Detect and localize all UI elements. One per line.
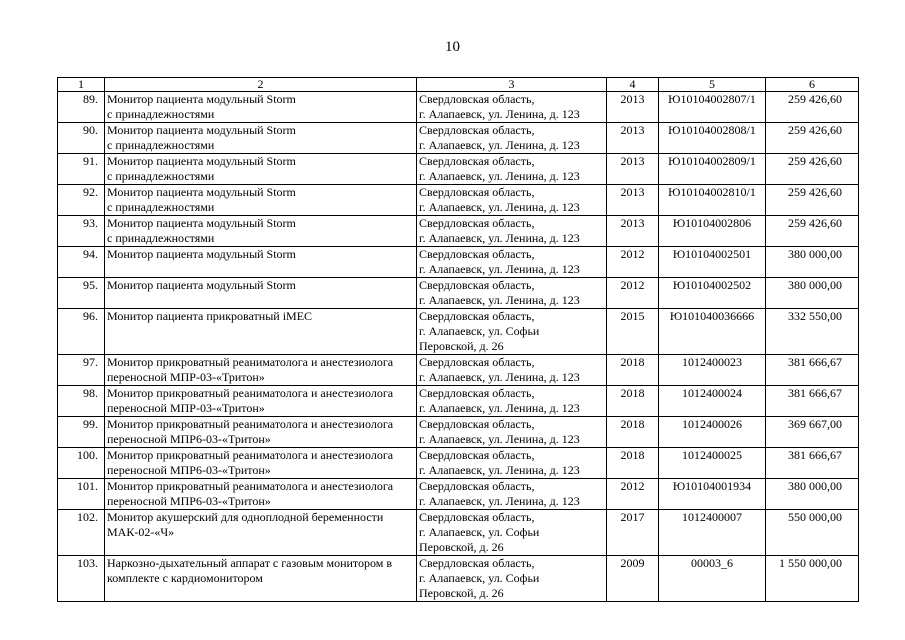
item-address-line: г. Алапаевск, ул. Ленина, д. 123 — [419, 262, 580, 276]
item-address — [417, 123, 607, 154]
item-address-line: г. Алапаевск, ул. Ленина, д. 123 — [419, 107, 580, 121]
item-address-line: г. Алапаевск, ул. Софьи — [419, 525, 540, 539]
item-year: 2015 — [607, 309, 659, 355]
item-name-line: с принадлежностями — [107, 138, 215, 152]
table-row — [58, 123, 859, 154]
column-header: 6 — [766, 78, 859, 92]
item-year: 2018 — [607, 355, 659, 386]
item-name-line: Монитор прикроватный реаниматолога и анестезиолога — [107, 479, 394, 493]
inventory-number: Ю10104002809/1 — [659, 154, 766, 185]
item-name-line: Монитор прикроватный реаниматолога и анестезиолога — [107, 386, 394, 400]
item-address — [417, 510, 607, 556]
item-address — [417, 417, 607, 448]
item-name — [105, 154, 417, 185]
item-address — [417, 448, 607, 479]
item-address — [417, 278, 607, 309]
column-header: 5 — [659, 78, 766, 92]
item-address-line: Свердловская область, — [419, 556, 535, 570]
row-number: 99. — [58, 417, 105, 448]
item-address-line: г. Алапаевск, ул. Ленина, д. 123 — [419, 169, 580, 183]
item-cost: 259 426,60 — [766, 123, 859, 154]
item-name-line: Монитор пациента модульный Storm — [107, 92, 296, 106]
item-name — [105, 309, 417, 355]
item-address-line: Свердловская область, — [419, 386, 535, 400]
item-address-line: г. Алапаевск, ул. Ленина, д. 123 — [419, 494, 580, 508]
item-year: 2009 — [607, 556, 659, 602]
item-name-line: переносной МПР6-03-«Тритон» — [107, 494, 271, 508]
item-year: 2018 — [607, 448, 659, 479]
row-number: 102. — [58, 510, 105, 556]
item-cost: 259 426,60 — [766, 154, 859, 185]
item-year: 2013 — [607, 216, 659, 247]
item-cost: 259 426,60 — [766, 216, 859, 247]
inventory-number: Ю10104001934 — [659, 479, 766, 510]
inventory-number: Ю10104002806 — [659, 216, 766, 247]
row-number: 97. — [58, 355, 105, 386]
item-name-line: Монитор прикроватный реаниматолога и анестезиолога — [107, 448, 394, 462]
column-header: 2 — [105, 78, 417, 92]
row-number: 98. — [58, 386, 105, 417]
item-address-line: г. Алапаевск, ул. Софьи — [419, 324, 540, 338]
table-row — [58, 92, 859, 123]
table-body — [58, 92, 859, 602]
row-number: 89. — [58, 92, 105, 123]
item-year: 2012 — [607, 479, 659, 510]
item-address — [417, 154, 607, 185]
row-number: 103. — [58, 556, 105, 602]
item-cost: 381 666,67 — [766, 355, 859, 386]
table-row — [58, 154, 859, 185]
item-address — [417, 556, 607, 602]
table-row — [58, 448, 859, 479]
item-name-line: переносной МПР6-03-«Тритон» — [107, 463, 271, 477]
item-address-line: Свердловская область, — [419, 309, 535, 323]
row-number: 93. — [58, 216, 105, 247]
table-row — [58, 185, 859, 216]
table-row — [58, 216, 859, 247]
inventory-number: Ю10104002807/1 — [659, 92, 766, 123]
item-name-line: Монитор пациента модульный Storm — [107, 247, 296, 261]
inventory-number: 00003_6 — [659, 556, 766, 602]
item-name-line: с принадлежностями — [107, 107, 215, 121]
item-name — [105, 247, 417, 278]
item-name — [105, 510, 417, 556]
item-cost: 380 000,00 — [766, 278, 859, 309]
column-header: 3 — [417, 78, 607, 92]
inventory-number: Ю10104002808/1 — [659, 123, 766, 154]
column-header: 4 — [607, 78, 659, 92]
item-name-line: МАК-02-«Ч» — [107, 525, 175, 539]
inventory-table — [57, 77, 859, 602]
item-name — [105, 448, 417, 479]
item-name-line: Монитор пациента прикроватный iMEC — [107, 309, 313, 323]
item-name-line: Монитор прикроватный реаниматолога и анестезиолога — [107, 417, 394, 431]
item-name-line: с принадлежностями — [107, 231, 215, 245]
item-name-line: Наркозно-дыхательный аппарат с газовым монитором в — [107, 556, 393, 570]
item-address-line: г. Алапаевск, ул. Ленина, д. 123 — [419, 370, 580, 384]
item-cost: 381 666,67 — [766, 448, 859, 479]
item-year: 2018 — [607, 386, 659, 417]
item-name — [105, 185, 417, 216]
item-address — [417, 355, 607, 386]
item-cost: 259 426,60 — [766, 185, 859, 216]
item-address-line: г. Алапаевск, ул. Ленина, д. 123 — [419, 231, 580, 245]
inventory-number: Ю10104002501 — [659, 247, 766, 278]
item-address-line: Свердловская область, — [419, 92, 535, 106]
item-name — [105, 479, 417, 510]
item-address-line: Свердловская область, — [419, 278, 535, 292]
item-name — [105, 278, 417, 309]
item-cost: 332 550,00 — [766, 309, 859, 355]
item-name — [105, 355, 417, 386]
item-address — [417, 479, 607, 510]
item-address-line: Свердловская область, — [419, 123, 535, 137]
item-name-line: переносной МПР-03-«Тритон» — [107, 370, 265, 384]
item-address — [417, 386, 607, 417]
inventory-number: 1012400007 — [659, 510, 766, 556]
item-cost: 550 000,00 — [766, 510, 859, 556]
row-number: 101. — [58, 479, 105, 510]
item-year: 2013 — [607, 123, 659, 154]
table-row — [58, 247, 859, 278]
item-name — [105, 216, 417, 247]
item-year: 2012 — [607, 278, 659, 309]
table-row — [58, 355, 859, 386]
item-name-line: комплекте с кардиомонитором — [107, 571, 263, 585]
item-year: 2018 — [607, 417, 659, 448]
item-address-line: Свердловская область, — [419, 479, 535, 493]
item-address-line: Свердловская область, — [419, 247, 535, 261]
item-cost: 369 667,00 — [766, 417, 859, 448]
inventory-number: 1012400024 — [659, 386, 766, 417]
item-name-line: Монитор пациента модульный Storm — [107, 123, 296, 137]
item-address-line: г. Алапаевск, ул. Ленина, д. 123 — [419, 138, 580, 152]
item-address-line: Перовской, д. 26 — [419, 339, 504, 353]
row-number: 95. — [58, 278, 105, 309]
item-address — [417, 185, 607, 216]
item-address-line: Перовской, д. 26 — [419, 540, 504, 554]
item-name-line: с принадлежностями — [107, 169, 215, 183]
item-name-line: Монитор пациента модульный Storm — [107, 278, 296, 292]
item-name-line: Монитор акушерский для одноплодной беременности — [107, 510, 384, 524]
column-header: 1 — [58, 78, 105, 92]
page-number: 10 — [445, 39, 460, 55]
item-year: 2017 — [607, 510, 659, 556]
item-name-line: Монитор пациента модульный Storm — [107, 154, 296, 168]
item-address-line: г. Алапаевск, ул. Ленина, д. 123 — [419, 293, 580, 307]
table-row — [58, 556, 859, 602]
table-row — [58, 479, 859, 510]
item-address-line: Свердловская область, — [419, 510, 535, 524]
table-row — [58, 309, 859, 355]
item-address-line: г. Алапаевск, ул. Софьи — [419, 571, 540, 585]
item-address — [417, 247, 607, 278]
item-address-line: Свердловская область, — [419, 216, 535, 230]
item-address-line: Свердловская область, — [419, 355, 535, 369]
item-address-line: г. Алапаевск, ул. Ленина, д. 123 — [419, 463, 580, 477]
table-row — [58, 510, 859, 556]
row-number: 90. — [58, 123, 105, 154]
item-address-line: Свердловская область, — [419, 154, 535, 168]
item-cost: 381 666,67 — [766, 386, 859, 417]
item-name — [105, 123, 417, 154]
item-cost: 380 000,00 — [766, 479, 859, 510]
row-number: 94. — [58, 247, 105, 278]
item-name-line: Монитор пациента модульный Storm — [107, 185, 296, 199]
inventory-number: Ю10104002502 — [659, 278, 766, 309]
item-address-line: Свердловская область, — [419, 185, 535, 199]
item-name — [105, 417, 417, 448]
table-row — [58, 278, 859, 309]
header-row — [58, 78, 859, 92]
table-row — [58, 386, 859, 417]
item-address-line: г. Алапаевск, ул. Ленина, д. 123 — [419, 432, 580, 446]
item-address-line: Перовской, д. 26 — [419, 586, 504, 600]
item-name-line: переносной МПР6-03-«Тритон» — [107, 432, 271, 446]
item-address — [417, 216, 607, 247]
inventory-number: Ю10104002810/1 — [659, 185, 766, 216]
item-name — [105, 556, 417, 602]
item-name-line: переносной МПР-03-«Тритон» — [107, 401, 265, 415]
item-year: 2013 — [607, 154, 659, 185]
inventory-number: Ю101040036666 — [659, 309, 766, 355]
item-address-line: Свердловская область, — [419, 448, 535, 462]
item-cost: 1 550 000,00 — [766, 556, 859, 602]
item-address-line: г. Алапаевск, ул. Ленина, д. 123 — [419, 401, 580, 415]
item-cost: 380 000,00 — [766, 247, 859, 278]
item-year: 2013 — [607, 185, 659, 216]
item-address — [417, 309, 607, 355]
row-number: 92. — [58, 185, 105, 216]
row-number: 91. — [58, 154, 105, 185]
item-name-line: Монитор прикроватный реаниматолога и анестезиолога — [107, 355, 394, 369]
item-address-line: Свердловская область, — [419, 417, 535, 431]
row-number: 96. — [58, 309, 105, 355]
item-year: 2013 — [607, 92, 659, 123]
item-year: 2012 — [607, 247, 659, 278]
row-number: 100. — [58, 448, 105, 479]
item-name-line: Монитор пациента модульный Storm — [107, 216, 296, 230]
table-row — [58, 417, 859, 448]
item-cost: 259 426,60 — [766, 92, 859, 123]
item-address-line: г. Алапаевск, ул. Ленина, д. 123 — [419, 200, 580, 214]
inventory-number: 1012400026 — [659, 417, 766, 448]
inventory-number: 1012400023 — [659, 355, 766, 386]
item-address — [417, 92, 607, 123]
item-name — [105, 386, 417, 417]
inventory-number: 1012400025 — [659, 448, 766, 479]
item-name — [105, 92, 417, 123]
item-name-line: с принадлежностями — [107, 200, 215, 214]
